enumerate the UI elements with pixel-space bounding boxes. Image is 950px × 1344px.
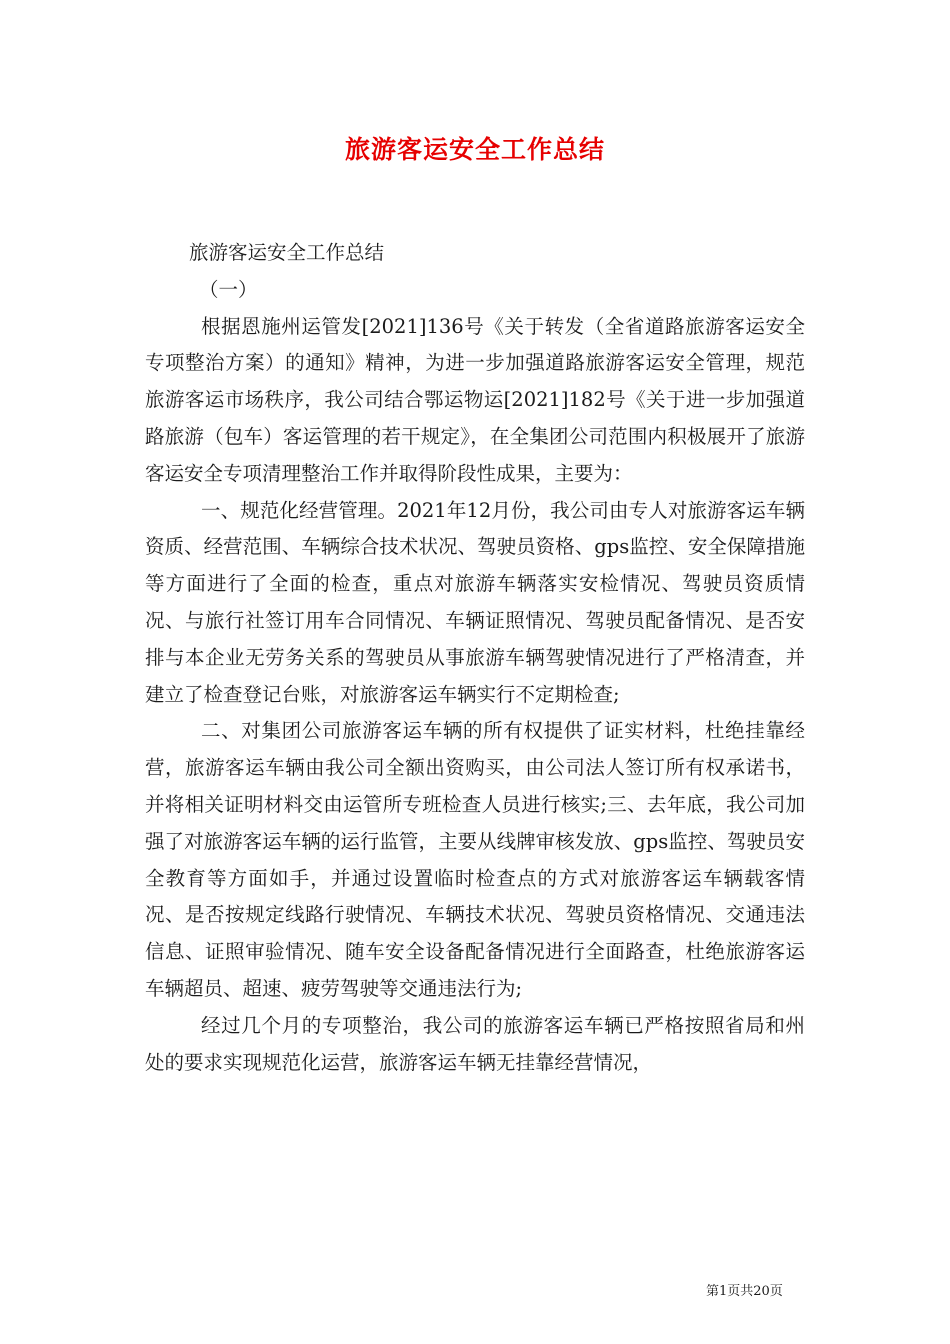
document-subtitle: 旅游客运安全工作总结: [189, 241, 385, 264]
page-number: 第1页共20页: [706, 1284, 783, 1299]
document-body: [145, 235, 805, 1081]
document-title: 旅游客运安全工作总结: [344, 135, 605, 164]
paragraph-section-1: 一、规范化经营管理。2021年12月份，我公司由专人对旅游客运车辆资质、经营范围、车辆综合技术状况、驾驶员资格、gps监控、安全保障措施等方面进行了全面的检查，重点对旅游车辆落实安检情况、驾驶员资质情况、与旅行社签订用车合同情况、车辆证照情况、驾驶员配备情况、是否安排与本企业无劳务关系的驾驶员从事旅游车辆驾驶情况进行了严格清查，并建立了检查登记台账，对旅游客运车辆实行不定期检查;: [145, 498, 805, 706]
paragraph-section-2-3: 二、对集团公司旅游客运车辆的所有权提供了证实材料，杜绝挂靠经营，旅游客运车辆由我公司全额出资购买，由公司法人签订所有权承诺书，并将相关证明材料交由运管所专班检查人员进行核实;三、去年底，我公司加强了对旅游客运车辆的运行监管，主要从线牌审核发放、gps监控、驾驶员安全教育等方面如手，并通过设置临时检查点的方式对旅游客运车辆载客情况、是否按规定线路行驶情况、车辆技术状况、驾驶员资格情况、交通违法信息、证照审验情况、随车安全设备配备情况进行全面路查，杜绝旅游客运车辆超员、超速、疲劳驾驶等交通违法行为;: [145, 719, 805, 1000]
section-marker: （一）: [199, 277, 258, 301]
paragraph-intro: 根据恩施州运管发[2021]136号《关于转发（全省道路旅游客运安全专项整治方案）的通知》精神，为进一步加强道路旅游客运安全管理，规范旅游客运市场秩序，我公司结合鄂运物运[2021]182号《关于进一步加强道路旅游（包车）客运管理的若干规定》，在全集团公司范围内积极展开了旅游客运安全专项清理整治工作并取得阶段性成果，主要为：: [145, 314, 805, 485]
paragraph-result: 经过几个月的专项整治，我公司的旅游客运车辆已严格按照省局和州处的要求实现规范化运营，旅游客运车辆无挂靠经营情况，: [145, 1013, 805, 1074]
